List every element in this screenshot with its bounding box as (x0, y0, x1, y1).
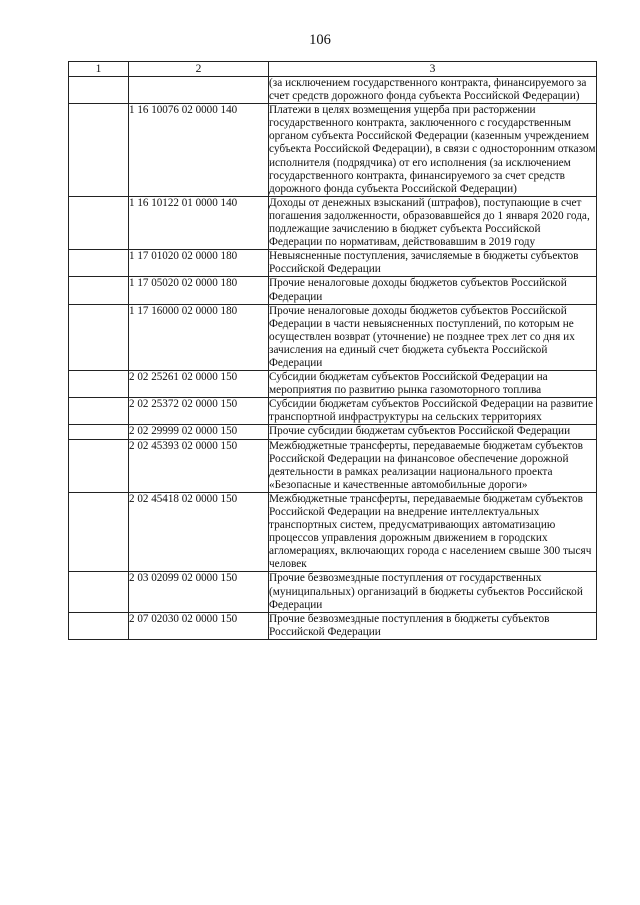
table-row (69, 439, 597, 492)
table-row (69, 371, 597, 398)
row-number-cell (69, 304, 129, 370)
revenue-description: Невыясненные поступления, зачисляемые в бюджеты субъектов Российской Федерации (269, 250, 597, 277)
table-row (69, 77, 597, 104)
row-number-cell (69, 612, 129, 639)
row-number-cell (69, 77, 129, 104)
revenue-description: Платежи в целях возмещения ущерба при расторжении государственного контракта, заключенного с государственным органом субъекта Российской Федерации (казенным учреждением субъекта Российской Федерации), в связи с односторонним отказом исполнителя (подрядчика) от его исполнения (за исключением государственного контракта, финансируемого за счет средств дорожного фонда субъекта Российской Федерации) (269, 104, 596, 195)
table-row (69, 196, 597, 249)
revenue-description: Прочие безвозмездные поступления от государственных (муниципальных) организаций в бюджеты субъектов Российской Федерации (269, 572, 597, 612)
revenue-description: Доходы от денежных взысканий (штрафов), поступающие в счет погашения задолженности, образовавшейся до 1 января 2020 года, подлежащие зачислению в бюджет субъекта Российской Федерации по нормативам, действовавшим в 2019 году (269, 196, 597, 249)
row-number-cell (69, 250, 129, 277)
budget-classification-code: 2 02 45418 02 0000 150 (129, 492, 269, 572)
page-number: 106 (309, 32, 331, 48)
budget-classification-code: 1 17 16000 02 0000 180 (129, 304, 269, 370)
row-number-cell (69, 104, 129, 197)
revenue-description: Прочие субсидии бюджетам субъектов Российской Федерации (269, 425, 597, 439)
budget-classification-code: 2 02 29999 02 0000 150 (129, 425, 269, 439)
row-number-cell (69, 398, 129, 425)
table-row (69, 572, 597, 612)
revenue-description: Прочие неналоговые доходы бюджетов субъектов Российской Федерации (269, 277, 597, 304)
table-header-row (69, 62, 597, 77)
revenue-description: Прочие безвозмездные поступления в бюджеты субъектов Российской Федерации (269, 612, 597, 639)
table-row (69, 492, 597, 572)
budget-classification-code: 2 03 02099 02 0000 150 (129, 572, 269, 612)
row-number-cell (69, 371, 129, 398)
budget-classification-code: 2 02 25261 02 0000 150 (129, 371, 269, 398)
row-number-cell (69, 196, 129, 249)
row-number-cell (69, 439, 129, 492)
row-number-cell (69, 425, 129, 439)
table-row (69, 612, 597, 639)
table-row (69, 250, 597, 277)
column-header-3: 3 (269, 62, 597, 77)
row-number-cell (69, 572, 129, 612)
revenue-description: Межбюджетные трансферты, передаваемые бюджетам субъектов Российской Федерации на внедрение интеллектуальных транспортных систем, предусматривающих автоматизацию процессов управления дорожным движением в городских агломерациях, включающих города с населением свыше 300 тысяч человек (269, 492, 597, 572)
table-row (69, 277, 597, 304)
budget-classification-code: 2 07 02030 02 0000 150 (129, 612, 269, 639)
budget-classification-code (129, 77, 269, 104)
revenue-description: Межбюджетные трансферты, передаваемые бюджетам субъектов Российской Федерации на финансовое обеспечение дорожной деятельности в рамках реализации национального проекта «Безопасные и качественные автомобильные дороги» (269, 439, 597, 492)
budget-classification-code: 1 17 01020 02 0000 180 (129, 250, 269, 277)
budget-classification-code: 1 16 10122 01 0000 140 (129, 196, 269, 249)
revenue-description: Субсидии бюджетам субъектов Российской Федерации на развитие транспортной инфраструктуры на сельских территориях (269, 398, 597, 425)
row-number-cell (69, 277, 129, 304)
budget-classification-code: 1 16 10076 02 0000 140 (129, 104, 269, 197)
revenue-description: (за исключением государственного контракта, финансируемого за счет средств дорожного фонда субъекта Российской Федерации) (269, 77, 597, 104)
table-body (69, 77, 597, 640)
table-row (69, 425, 597, 439)
budget-classification-code: 2 02 25372 02 0000 150 (129, 398, 269, 425)
revenue-description: Прочие неналоговые доходы бюджетов субъектов Российской Федерации в части невыясненных поступлений, по которым не осуществлен возврат (уточнение) не позднее трех лет со дня их зачисления на единый счет бюджета субъекта Российской Федерации (269, 304, 597, 370)
budget-classification-code: 2 02 45393 02 0000 150 (129, 439, 269, 492)
revenue-description: Субсидии бюджетам субъектов Российской Федерации на мероприятия по развитию рынка газомоторного топлива (269, 371, 597, 398)
revenue-codes-table (68, 61, 597, 640)
table-row (69, 398, 597, 425)
table-row (69, 304, 597, 370)
row-number-cell (69, 492, 129, 572)
budget-classification-code: 1 17 05020 02 0000 180 (129, 277, 269, 304)
column-header-2: 2 (129, 62, 269, 77)
table-row (69, 104, 597, 197)
column-header-1: 1 (69, 62, 129, 77)
